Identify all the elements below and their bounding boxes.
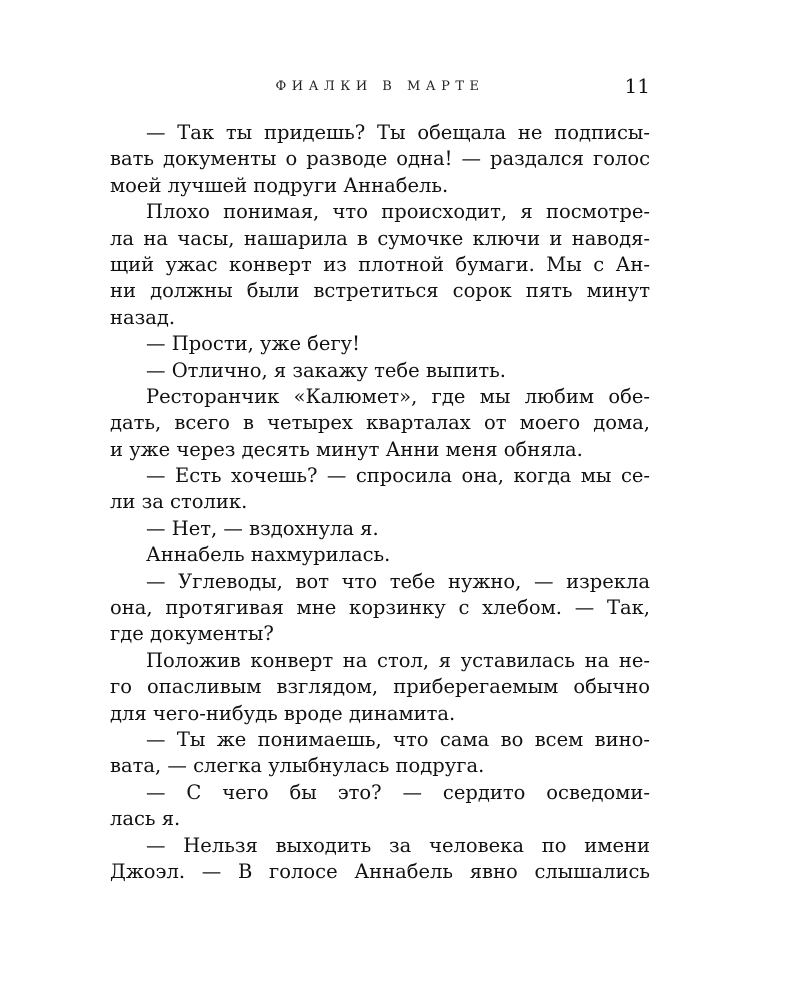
body-text xyxy=(110,120,650,885)
text-line: — Углеводы, вот что тебе нужно, — изрекла xyxy=(146,569,650,593)
text-line: Плохо понимая, что происходит, я посмотре- xyxy=(146,200,650,224)
text-line: — Есть хочешь? — спросила она, когда мы се- xyxy=(146,464,650,488)
text-line: моей лучшей подруги Аннабель. xyxy=(110,173,449,197)
text-line: для чего-нибудь вроде динамита. xyxy=(110,701,456,725)
text-line: щий ужас конверт из плотной бумаги. Мы с Ан- xyxy=(110,252,650,276)
text-line: го опасливым взглядом, приберегаемым обычно xyxy=(110,675,650,699)
text-line: Положив конверт на стол, я уставилась на не- xyxy=(146,648,650,672)
text-line: Аннабель нахмурилась. xyxy=(146,543,391,567)
text-line: Джоэл. — В голосе Аннабель явно слышались xyxy=(110,859,650,883)
text-line: — Прости, уже бегу! xyxy=(146,332,360,356)
text-line: и уже через десять минут Анни меня обняла. xyxy=(110,437,583,461)
text-line: — Нет, — вздохнула я. xyxy=(146,516,379,540)
text-line: — Так ты придешь? Ты обещала не подписы- xyxy=(146,121,650,144)
text-line: вата, — слегка улыбнулась подруга. xyxy=(110,754,485,778)
text-line: она, протягивая мне корзинку с хлебом. — Так, xyxy=(110,596,650,620)
text-line: — С чего бы это? — сердито осведоми- xyxy=(146,780,650,804)
text-line: ни должны были встретиться сорок пять минут xyxy=(110,279,650,303)
text-line: вать документы о разводе одна! — раздался голос xyxy=(110,147,650,171)
text-line: Ресторанчик «Калюмет», где мы любим обе- xyxy=(146,384,650,408)
running-title: ФИАЛКИ В МАРТЕ xyxy=(275,79,485,94)
text-line: — Отлично, я закажу тебе выпить. xyxy=(146,358,506,382)
text-line: где документы? xyxy=(110,622,274,646)
text-line: дать, всего в четырех кварталах от моего дома, xyxy=(110,411,650,435)
text-line: — Ты же понимаешь, что сама во всем вино- xyxy=(146,727,650,751)
text-line: назад. xyxy=(110,305,176,329)
text-line: ли за столик. xyxy=(110,490,248,514)
text-line: — Нельзя выходить за человека по имени xyxy=(146,833,650,857)
page-number: 11 xyxy=(624,74,650,98)
running-head xyxy=(110,72,650,102)
text-line: лась я. xyxy=(110,807,181,831)
text-line: ла на часы, нашарила в сумочке ключи и наводя- xyxy=(110,226,650,250)
